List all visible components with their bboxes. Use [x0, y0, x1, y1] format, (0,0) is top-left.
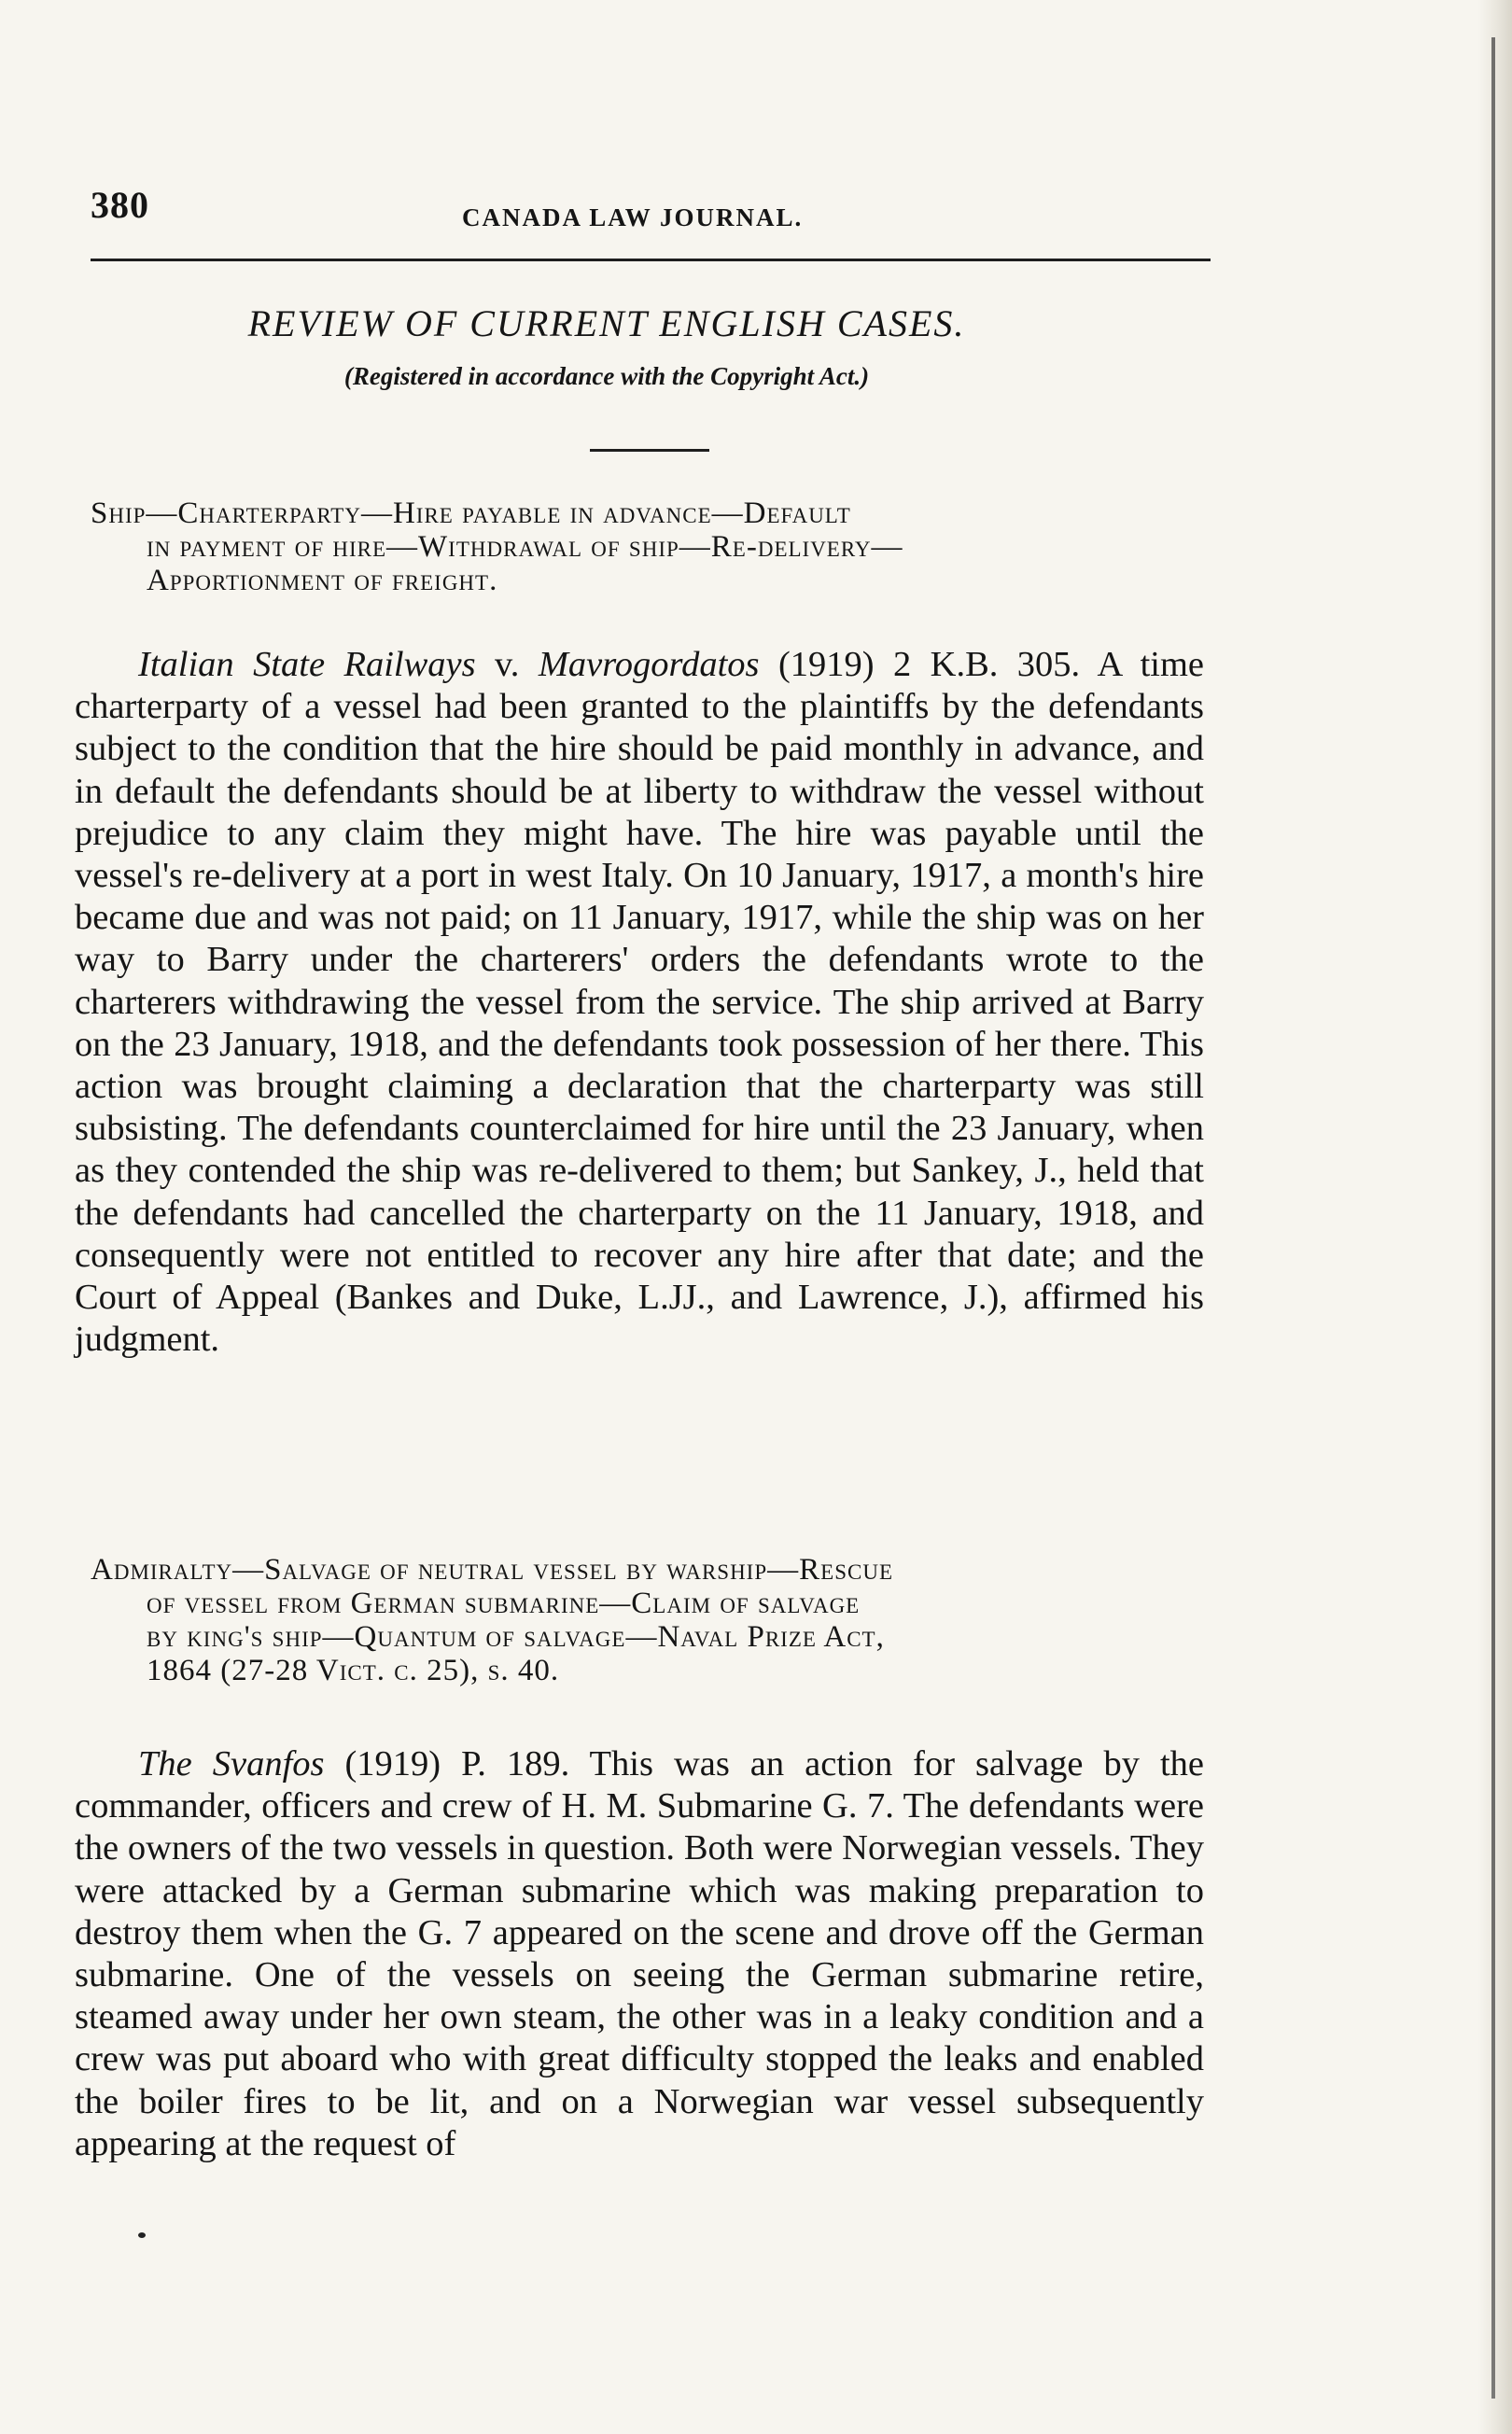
headnote-line: 1864 (27-28 Vict. c. 25), s. 40.	[147, 1654, 560, 1687]
case1-citation-ref: (1919) 2 K.B. 305.	[759, 645, 1081, 684]
book-edge	[1478, 0, 1512, 2434]
case2-body: This was an action for salvage by the commander, officers and crew of H. M. Submarine G. 7. The defendants were the owners of the two vessels in question. Both were Norwegian vessels. They were attacked by a German submarine which was making preparation to destroy them when the G. 7 appeared on the scene and drove off the German submarine. One of the vessels on seeing the German submarine retire, steamed away under her own steam, the other was in a leaky condition and a crew was put aboard who with great difficulty stopped the leaks and enabled the boiler fires to be lit, and on a Norwegian war vessel subsequently appearing at the request of	[75, 1744, 1204, 2163]
section-title: REVIEW OF CURRENT ENGLISH CASES.	[247, 302, 966, 344]
case1-citation-party: Mavrogordatos	[538, 645, 760, 684]
ink-speck	[138, 2232, 146, 2238]
headnote-line: Ship—Charterparty—Hire payable in advance—Default	[91, 497, 851, 530]
case2-headnote	[91, 1553, 1211, 1687]
journal-title: CANADA LAW JOURNAL.	[462, 203, 804, 231]
headnote-line: Apportionment of freight.	[147, 564, 498, 597]
page-number: 380	[91, 184, 149, 226]
header-rule	[91, 259, 1211, 261]
case1-body: A time charterparty of a vessel had been granted to the plaintiffs by the defendants subject to the condition that the hire should be paid monthly in advance, and in default the defendants should be at liberty to withdraw the vessel without prejudice to any claim they might have. The hire was payable until the vessel's re-delivery at a port in west Italy. On 10 January, 1917, a month's hire became due and was not paid; on 11 January, 1917, while the ship was on her way to Barry under the charterers' orders the defendants wrote to the charterers withdrawing the vessel from the service. The ship arrived at Barry on the 23 January, 1918, and the defendants took possession of her there. This action was brought claiming a declaration that the charterparty was still subsisting. The defendants counterclaimed for hire until the 23 January, when as they contended the ship was re-delivered to them; but Sankey, J., held that the defendants had cancelled the charterparty on the 11 January, 1918, and consequently were not entitled to recover any hire after that date; and the Court of Appeal (Bankes and Duke, L.JJ., and Lawrence, J.), affirmed his judgment.	[75, 645, 1205, 1360]
running-head	[91, 183, 1211, 239]
book-edge-shadow	[1491, 37, 1495, 2399]
section-subtitle: (Registered in accordance with the Copyright Act.)	[343, 362, 870, 390]
headnote-line: of vessel from German submarine—Claim of salvage	[147, 1587, 861, 1620]
case2-text	[75, 1743, 1204, 2165]
case1-text	[75, 644, 1204, 1361]
headnote-line: Admiralty—Salvage of neutral vessel by warship—Rescue	[91, 1553, 893, 1587]
case2-citation-name: The Svanfos	[138, 1744, 325, 1784]
headnote-line: in payment of hire—Withdrawal of ship—Re-delivery—	[147, 530, 903, 564]
case1-citation-name: Italian State Railways	[138, 645, 476, 684]
case1-citation-v: v.	[475, 645, 539, 684]
headnote-line: by king's ship—Quantum of salvage—Naval Prize Act,	[147, 1620, 885, 1654]
case1-headnote	[91, 497, 1211, 597]
section-divider	[590, 449, 709, 452]
case1-paragraph	[75, 644, 1204, 1361]
case2-paragraph	[75, 1743, 1204, 2165]
case2-citation-ref: (1919) P. 189.	[324, 1744, 570, 1784]
